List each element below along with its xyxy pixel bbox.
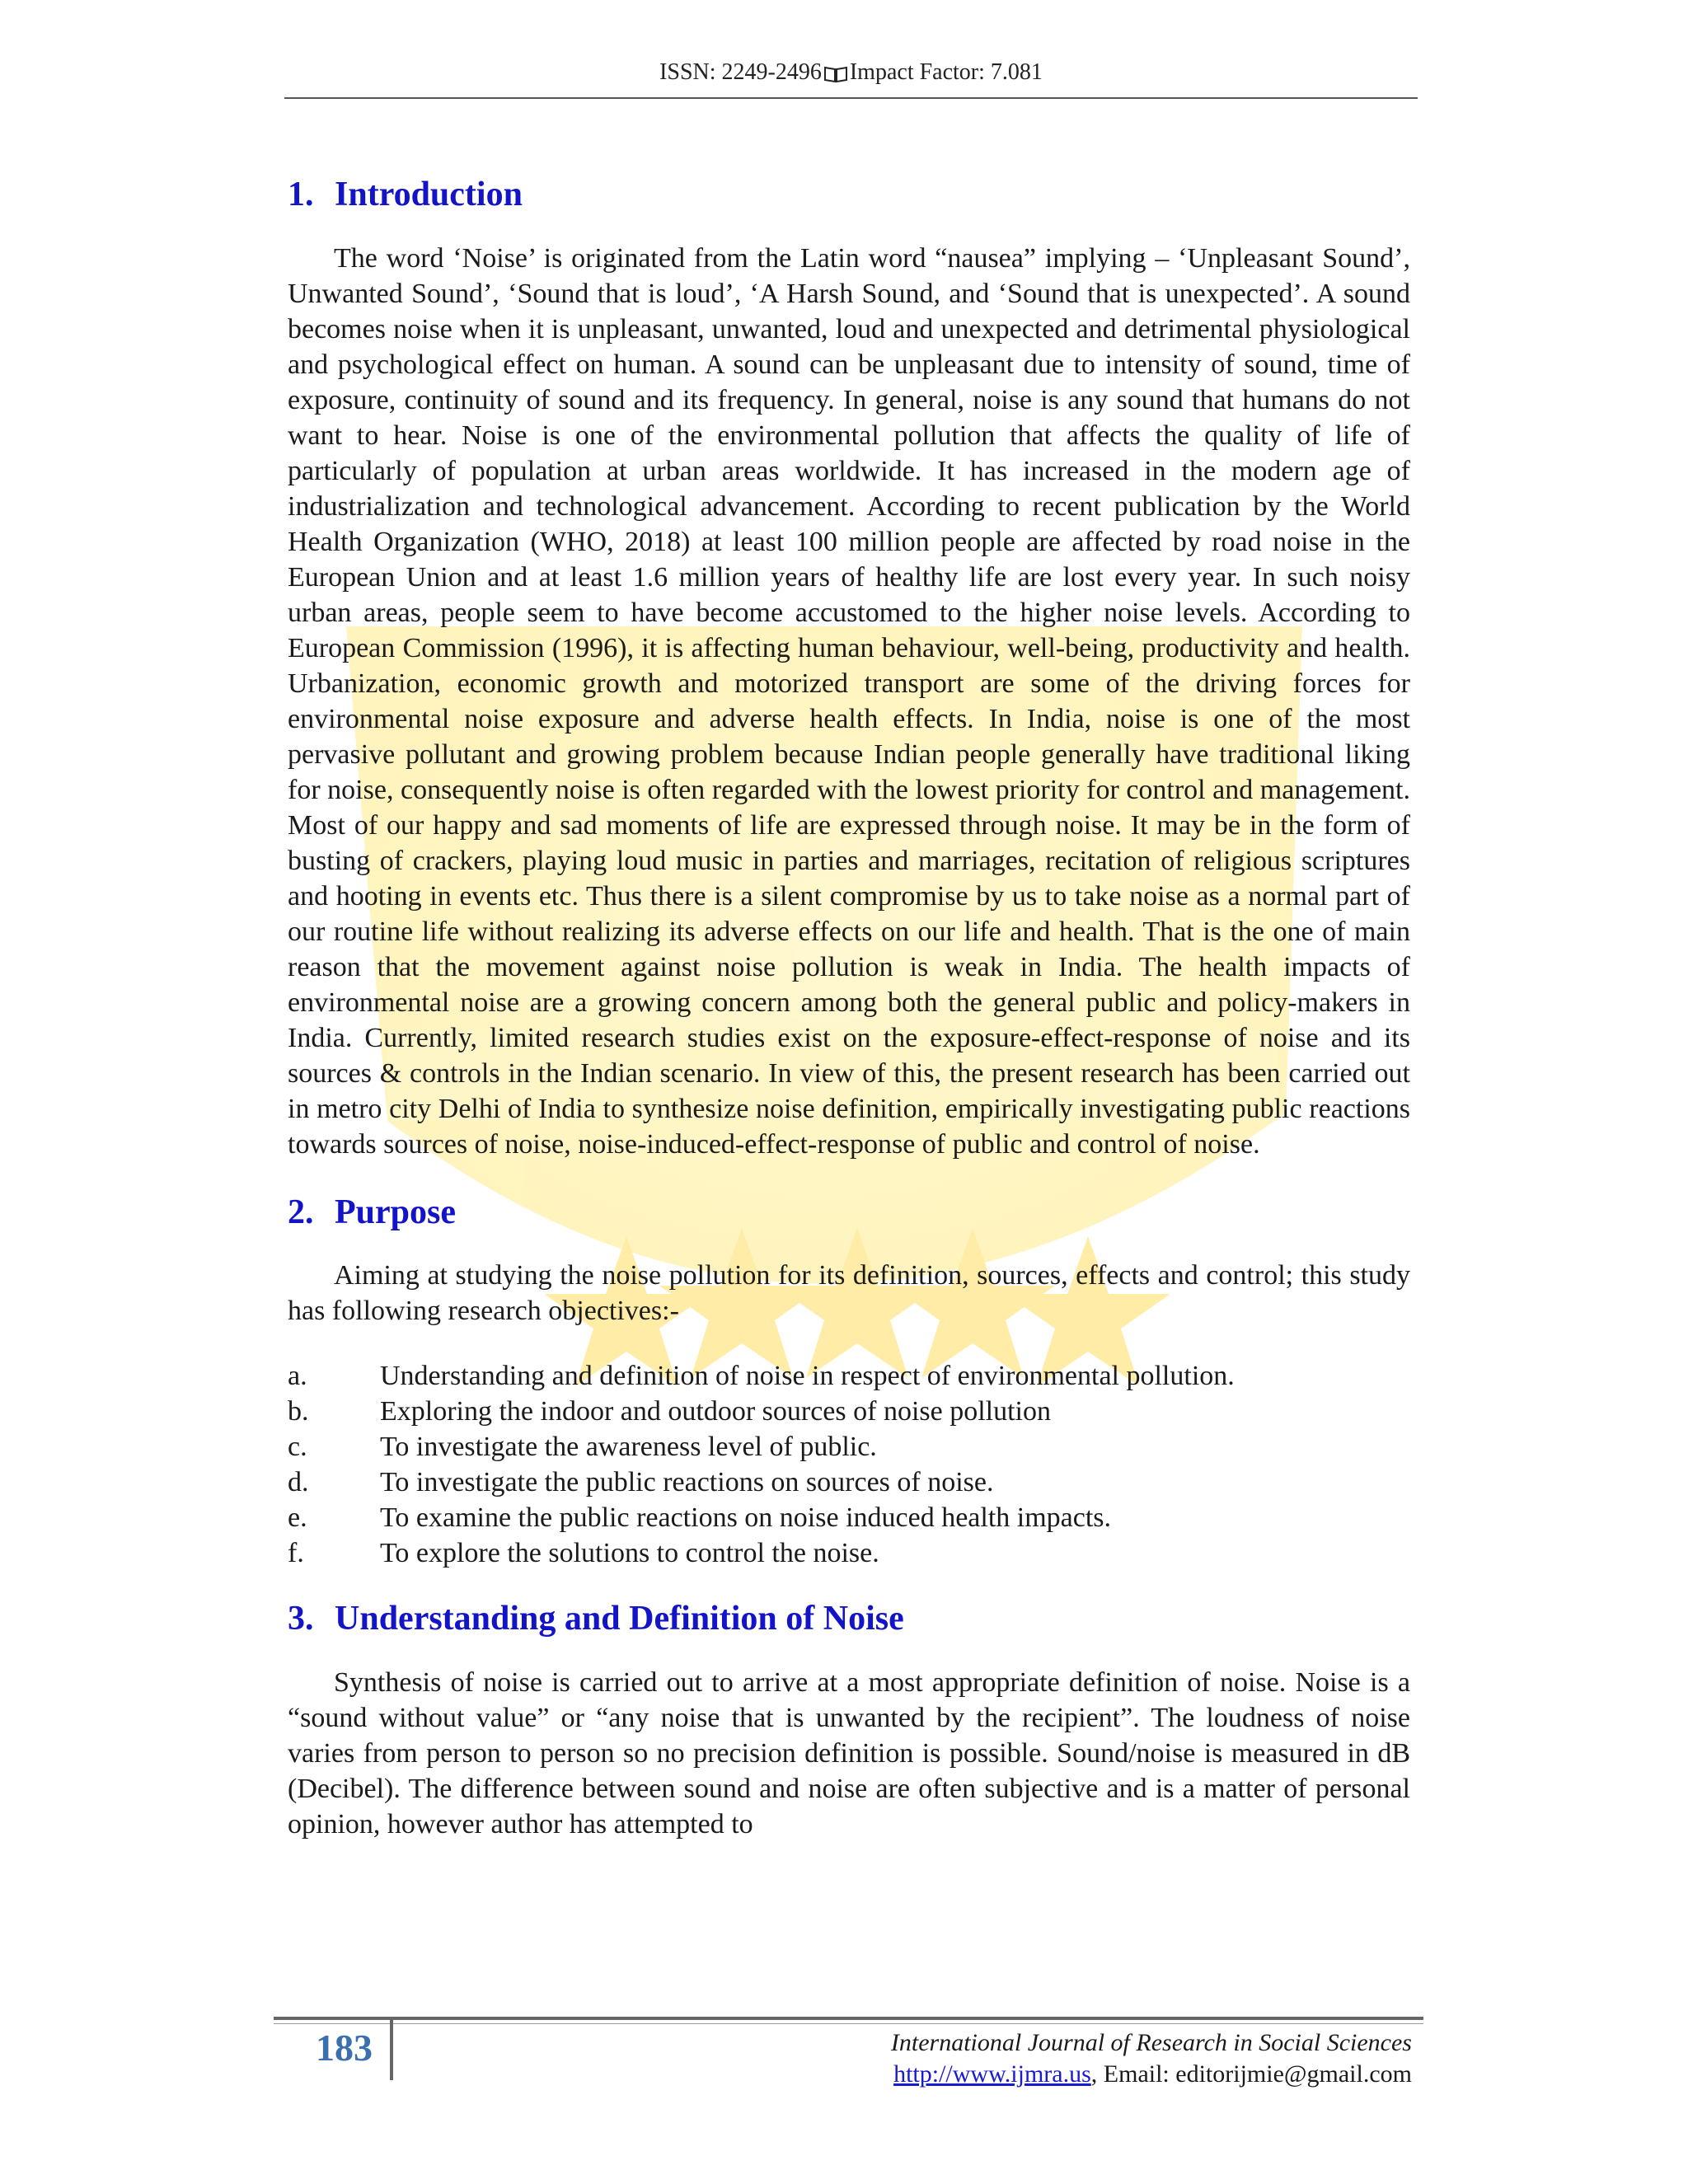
section-number: 2. xyxy=(288,1193,314,1231)
section-title: Purpose xyxy=(335,1193,456,1231)
list-item: d. To investigate the public reactions on sources of noise. xyxy=(288,1467,994,1497)
footer-rule-thin xyxy=(274,2023,1423,2024)
list-item: f. To explore the solutions to control the noise. xyxy=(288,1538,879,1568)
journal-name: International Journal of Research in Social Sciences xyxy=(890,2029,1412,2056)
footer-divider xyxy=(390,2017,393,2080)
book-icon xyxy=(823,65,848,83)
section-number: 1. xyxy=(288,176,314,213)
footer-rule xyxy=(274,2017,1423,2020)
list-item: e. To examine the public reactions on noise induced health impacts. xyxy=(288,1502,1112,1533)
issn-text: ISSN: 2249-2496 xyxy=(659,59,822,85)
journal-url-link[interactable]: http://www.ijmra.us xyxy=(893,2060,1091,2088)
section-number: 3. xyxy=(288,1600,314,1638)
list-item: b. Exploring the indoor and outdoor sources of noise pollution xyxy=(288,1396,1051,1427)
section-heading-definition xyxy=(288,1597,1410,1640)
definition-paragraph: Synthesis of noise is carried out to arrive at a most appropriate definition of noise. Noise is a “sound without value” or “any noise that is unwanted by the recipient”. The loudness of noise varies from person to person so no precision definition is possible. Sound/noise is measured in dB (Decibel). The difference between sound and noise are often subjective and is a matter of personal opinion, however author has attempted to xyxy=(288,1667,1410,1840)
running-header xyxy=(284,59,1418,86)
impact-factor-text: Impact Factor: 7.081 xyxy=(849,59,1043,85)
section-heading-purpose xyxy=(288,1191,1410,1234)
purpose-paragraph: Aiming at studying the noise pollution for its definition, sources, effects and control; this study has following research objectives:- xyxy=(288,1260,1410,1326)
page-number: 183 xyxy=(316,2027,373,2069)
journal-footer xyxy=(626,2027,1412,2090)
article-body xyxy=(288,173,1410,1842)
objectives-list xyxy=(288,1358,1410,1571)
journal-email: , Email: editorijmie@gmail.com xyxy=(1090,2060,1412,2088)
introduction-paragraph: The word ‘Noise’ is originated from the Latin word “nausea” implying – ‘Unpleasant Sound’, Unwanted Sound’, ‘Sound that is loud’, ‘A Harsh Sound, and ‘Sound that is unexpected’. A sound becomes noise when it is unpleasant, unwanted, loud and unexpected and detrimental physiological and psychological effect on human. A sound can be unpleasant due to intensity of sound, time of exposure, continuity of sound and its frequency. In general, noise is any sound that humans do not want to hear. Noise is one of the environmental pollution that affects the quality of life of particularly of population at urban areas worldwide. It has increased in the modern age of industrialization and technological advancement. According to recent publication by the World Health Organization (WHO, 2018) at least 100 million people are affected by road noise in the European Union and at least 1.6 million years of healthy life are lost every year. In such noisy urban areas, people seem to have become accustomed to the higher noise levels. According to European Commission (1996), it is affecting human behaviour, well-being, productivity and health. Urbanization, economic growth and motorized transport are some of the driving forces for environmental noise exposure and adverse health effects. In India, noise is one of the most pervasive pollutant and growing problem because Indian people generally have traditional liking for noise, consequently noise is often regarded with the lowest priority for control and management. Most of our happy and sad moments of life are expressed through noise. It may be in the form of busting of crackers, playing loud music in parties and marriages, recitation of religious scriptures and hooting in events etc. Thus there is a silent compromise by us to take noise as a normal part of our routine life without realizing its adverse effects on our life and health. That is the one of main reason that the movement against noise pollution is weak in India. The health impacts of environmental noise are a growing concern among both the general public and policy-makers in India. Currently, limited research studies exist on the exposure-effect-response of noise and its sources & controls in the Indian scenario. In view of this, the present research has been carried out in metro city Delhi of India to synthesize noise definition, empirically investigating public reactions towards sources of noise, noise-induced-effect-response of public and control of noise. xyxy=(288,243,1410,1160)
list-item: a. Understanding and definition of noise in respect of environmental pollution. xyxy=(288,1361,1235,1391)
section-title: Introduction xyxy=(335,176,523,213)
list-item: c. To investigate the awareness level of public. xyxy=(288,1432,877,1462)
section-heading-introduction xyxy=(288,173,1410,216)
section-title: Understanding and Definition of Noise xyxy=(335,1600,904,1638)
header-rule xyxy=(284,97,1418,99)
